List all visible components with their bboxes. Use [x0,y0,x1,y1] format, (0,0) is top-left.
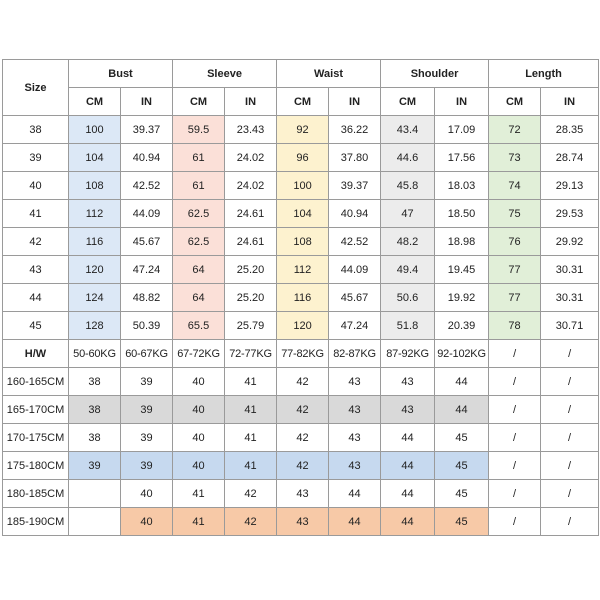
measurement-cell: 24.61 [225,228,277,256]
measurement-cell: 77 [489,284,541,312]
recommended-size-cell: 44 [329,480,381,508]
weight-range-cell: / [489,340,541,368]
weight-range-cell: 67-72KG [173,340,225,368]
height-cell: 180-185CM [3,480,69,508]
measurement-cell: 36.22 [329,116,381,144]
measurement-cell: 124 [69,284,121,312]
measurement-cell: 96 [277,144,329,172]
measurement-cell: 17.09 [435,116,489,144]
measurement-cell: 30.71 [541,312,599,340]
bust-header: Bust [69,60,173,88]
measurement-cell: 40.94 [121,144,173,172]
size-cell: 40 [3,172,69,200]
recommended-size-cell: 42 [225,508,277,536]
measurement-cell: 59.5 [173,116,225,144]
recommended-size-cell: 38 [69,368,121,396]
measurement-cell: 43.4 [381,116,435,144]
size-cell: 42 [3,228,69,256]
measurement-cell: 108 [69,172,121,200]
size-cell: 41 [3,200,69,228]
recommended-size-cell: / [541,452,599,480]
unit-header: IN [329,88,381,116]
measurement-cell: 28.74 [541,144,599,172]
unit-header: IN [121,88,173,116]
measurement-cell: 17.56 [435,144,489,172]
unit-header: IN [225,88,277,116]
measurement-cell: 120 [277,312,329,340]
measurement-cell: 112 [277,256,329,284]
recommended-size-cell: 40 [121,508,173,536]
measurement-cell: 30.31 [541,256,599,284]
recommended-size-cell: 40 [173,396,225,424]
measurement-cell: 24.02 [225,172,277,200]
size-header: Size [3,60,69,116]
recommended-size-cell: 42 [225,480,277,508]
measurement-cell: 50.39 [121,312,173,340]
sleeve-header: Sleeve [173,60,277,88]
measurement-row [3,284,599,312]
unit-header: CM [277,88,329,116]
unit-header: CM [173,88,225,116]
measurement-cell: 19.45 [435,256,489,284]
recommended-size-cell: 42 [277,452,329,480]
unit-header: CM [489,88,541,116]
header-group-row [3,60,599,88]
length-header: Length [489,60,599,88]
measurement-cell: 39.37 [329,172,381,200]
size-cell: 45 [3,312,69,340]
weight-range-cell: 92-102KG [435,340,489,368]
height-cell: 170-175CM [3,424,69,452]
recommended-size-cell: 42 [277,368,329,396]
measurement-cell: 49.4 [381,256,435,284]
measurement-cell: 72 [489,116,541,144]
unit-header: CM [69,88,121,116]
measurement-cell: 30.31 [541,284,599,312]
height-cell: 175-180CM [3,452,69,480]
weight-range-cell: / [541,340,599,368]
recommended-size-cell: 43 [381,368,435,396]
measurement-cell: 44.09 [329,256,381,284]
measurement-cell: 108 [277,228,329,256]
recommended-size-cell: 40 [173,368,225,396]
measurement-row [3,144,599,172]
recommended-size-cell: / [541,480,599,508]
recommended-size-cell: 44 [435,368,489,396]
size-cell: 38 [3,116,69,144]
measurement-cell: 61 [173,144,225,172]
recommended-size-cell: 39 [121,424,173,452]
recommended-size-cell: 40 [173,424,225,452]
measurement-cell: 29.13 [541,172,599,200]
measurement-cell: 75 [489,200,541,228]
recommended-size-cell: / [489,480,541,508]
recommended-size-cell: / [489,452,541,480]
measurement-cell: 45.67 [121,228,173,256]
recommended-size-cell: 38 [69,424,121,452]
height-row [3,368,599,396]
waist-header: Waist [277,60,381,88]
recommended-size-cell: 42 [277,424,329,452]
measurement-cell: 112 [69,200,121,228]
measurement-cell: 73 [489,144,541,172]
measurement-row [3,228,599,256]
measurement-cell: 48.2 [381,228,435,256]
measurement-cell: 65.5 [173,312,225,340]
measurement-cell: 37.80 [329,144,381,172]
measurement-cell: 62.5 [173,200,225,228]
height-row [3,508,599,536]
weight-range-cell: 72-77KG [225,340,277,368]
recommended-size-cell: 45 [435,452,489,480]
measurement-row [3,116,599,144]
unit-header: IN [541,88,599,116]
measurement-cell: 128 [69,312,121,340]
weight-range-cell: 87-92KG [381,340,435,368]
hw-header-row [3,340,599,368]
recommended-size-cell: 41 [173,480,225,508]
measurement-cell: 45.8 [381,172,435,200]
recommended-size-cell: 45 [435,480,489,508]
height-row [3,424,599,452]
measurement-cell: 19.92 [435,284,489,312]
recommended-size-cell: 41 [225,424,277,452]
measurement-cell: 100 [69,116,121,144]
measurement-cell: 77 [489,256,541,284]
recommended-size-cell: 43 [277,508,329,536]
measurement-cell: 42.52 [121,172,173,200]
measurement-cell: 18.50 [435,200,489,228]
hw-header: H/W [3,340,69,368]
measurement-cell: 48.82 [121,284,173,312]
measurement-cell: 62.5 [173,228,225,256]
recommended-size-cell: / [489,508,541,536]
measurement-cell: 64 [173,284,225,312]
recommended-size-cell: 44 [381,424,435,452]
measurement-row [3,172,599,200]
recommended-size-cell: 39 [69,452,121,480]
height-row [3,452,599,480]
shoulder-header: Shoulder [381,60,489,88]
measurement-cell: 51.8 [381,312,435,340]
recommended-size-cell: / [541,396,599,424]
measurement-cell: 29.53 [541,200,599,228]
measurement-cell: 47.24 [121,256,173,284]
height-cell: 165-170CM [3,396,69,424]
measurement-cell: 18.98 [435,228,489,256]
measurement-row [3,312,599,340]
recommended-size-cell: 41 [225,396,277,424]
measurement-cell: 25.20 [225,256,277,284]
measurement-cell: 116 [277,284,329,312]
recommended-size-cell [69,480,121,508]
recommended-size-cell: / [489,424,541,452]
measurement-cell: 44.09 [121,200,173,228]
measurement-cell: 20.39 [435,312,489,340]
recommended-size-cell: 42 [277,396,329,424]
recommended-size-cell [69,508,121,536]
measurement-cell: 39.37 [121,116,173,144]
measurement-cell: 25.79 [225,312,277,340]
measurement-cell: 29.92 [541,228,599,256]
measurement-cell: 24.02 [225,144,277,172]
recommended-size-cell: 41 [225,368,277,396]
measurement-cell: 74 [489,172,541,200]
measurement-cell: 47 [381,200,435,228]
measurement-cell: 104 [277,200,329,228]
size-cell: 43 [3,256,69,284]
weight-range-cell: 82-87KG [329,340,381,368]
measurement-cell: 44.6 [381,144,435,172]
recommended-size-cell: 41 [225,452,277,480]
recommended-size-cell: / [489,368,541,396]
recommended-size-cell: / [541,368,599,396]
recommended-size-cell: 45 [435,508,489,536]
size-cell: 44 [3,284,69,312]
measurement-cell: 76 [489,228,541,256]
measurement-cell: 78 [489,312,541,340]
measurement-cell: 24.61 [225,200,277,228]
recommended-size-cell: / [541,424,599,452]
recommended-size-cell: 44 [381,452,435,480]
measurement-cell: 64 [173,256,225,284]
recommended-size-cell: 43 [329,424,381,452]
unit-header: CM [381,88,435,116]
height-cell: 185-190CM [3,508,69,536]
recommended-size-cell: 43 [381,396,435,424]
size-chart-table [2,59,599,536]
height-cell: 160-165CM [3,368,69,396]
measurement-cell: 42.52 [329,228,381,256]
recommended-size-cell: 44 [381,480,435,508]
weight-range-cell: 50-60KG [69,340,121,368]
height-row [3,480,599,508]
recommended-size-cell: 39 [121,396,173,424]
measurement-cell: 120 [69,256,121,284]
measurement-cell: 61 [173,172,225,200]
measurement-cell: 45.67 [329,284,381,312]
height-row [3,396,599,424]
measurement-cell: 28.35 [541,116,599,144]
recommended-size-cell: 40 [173,452,225,480]
measurement-cell: 92 [277,116,329,144]
recommended-size-cell: 43 [277,480,329,508]
recommended-size-cell: 40 [121,480,173,508]
measurement-row [3,256,599,284]
recommended-size-cell: / [541,508,599,536]
measurement-cell: 18.03 [435,172,489,200]
weight-range-cell: 60-67KG [121,340,173,368]
size-cell: 39 [3,144,69,172]
recommended-size-cell: 38 [69,396,121,424]
recommended-size-cell: 45 [435,424,489,452]
measurement-cell: 104 [69,144,121,172]
measurement-cell: 40.94 [329,200,381,228]
measurement-cell: 25.20 [225,284,277,312]
measurement-row [3,200,599,228]
recommended-size-cell: 39 [121,368,173,396]
recommended-size-cell: 43 [329,452,381,480]
recommended-size-cell: / [489,396,541,424]
measurement-cell: 116 [69,228,121,256]
recommended-size-cell: 44 [435,396,489,424]
recommended-size-cell: 39 [121,452,173,480]
recommended-size-cell: 44 [329,508,381,536]
recommended-size-cell: 44 [381,508,435,536]
recommended-size-cell: 41 [173,508,225,536]
measurement-cell: 100 [277,172,329,200]
recommended-size-cell: 43 [329,368,381,396]
unit-header: IN [435,88,489,116]
header-unit-row [3,88,599,116]
measurement-cell: 50.6 [381,284,435,312]
measurement-cell: 23.43 [225,116,277,144]
recommended-size-cell: 43 [329,396,381,424]
measurement-cell: 47.24 [329,312,381,340]
weight-range-cell: 77-82KG [277,340,329,368]
